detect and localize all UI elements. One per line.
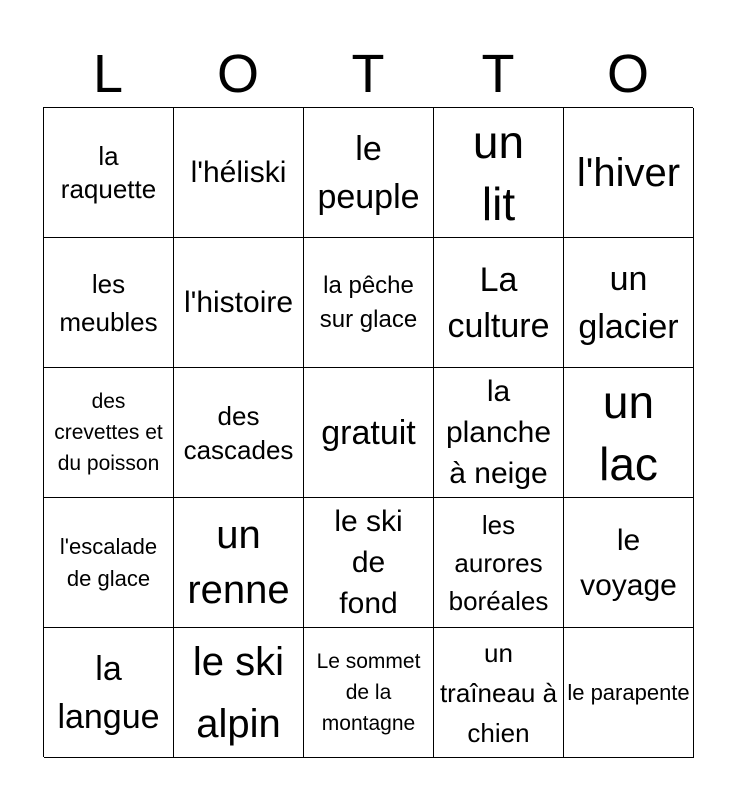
bingo-cell[interactable] [304, 238, 434, 368]
cell-text: le peuple [317, 129, 420, 216]
bingo-cell[interactable] [564, 498, 694, 628]
bingo-cell[interactable] [434, 238, 564, 368]
bingo-cell[interactable] [44, 628, 174, 758]
bingo-cell[interactable] [304, 498, 434, 628]
cell-text: la langue [57, 649, 160, 736]
cell-text: gratuit [321, 413, 416, 452]
cell-text: les aurores boréales [448, 509, 549, 616]
cell-text: le ski de fond [334, 505, 403, 620]
bingo-cell[interactable] [174, 628, 304, 758]
bingo-cell[interactable] [564, 368, 694, 498]
cell-text: des cascades [183, 400, 294, 465]
cell-text: les meubles [59, 268, 158, 337]
bingo-cell[interactable] [304, 368, 434, 498]
bingo-cell[interactable] [434, 628, 564, 758]
cell-text: des crevettes et du poisson [54, 390, 163, 475]
bingo-cell[interactable] [44, 238, 174, 368]
cell-text: l'escalade de glace [59, 533, 158, 591]
cell-text: l'héliski [190, 155, 287, 189]
bingo-cell[interactable] [174, 368, 304, 498]
bingo-cell[interactable] [44, 108, 174, 238]
lotto-title [43, 40, 693, 108]
bingo-cell[interactable] [434, 368, 564, 498]
title-letter: O [216, 44, 259, 104]
cell-text: la pêche sur glace [319, 271, 418, 333]
cell-text: un lit [472, 115, 525, 230]
bingo-cell[interactable] [174, 498, 304, 628]
bingo-cell[interactable] [434, 108, 564, 238]
bingo-cell[interactable] [564, 628, 694, 758]
bingo-cell[interactable] [174, 238, 304, 368]
cell-text: le voyage [580, 523, 677, 602]
cell-text: un renne [187, 512, 290, 612]
cell-text: la planche à neige [445, 375, 552, 490]
cell-text: l'hiver [576, 150, 681, 195]
title-letter: T [481, 44, 515, 104]
cell-text: le parapente [567, 679, 690, 705]
cell-text: le ski alpin [192, 639, 285, 746]
bingo-cell[interactable] [564, 108, 694, 238]
cell-text: Le sommet de la montagne [316, 650, 421, 735]
title-letter: L [92, 44, 124, 104]
cell-text: la raquette [60, 140, 157, 204]
bingo-grid [43, 107, 693, 757]
bingo-cell[interactable] [564, 238, 694, 368]
cell-text: La culture [447, 260, 550, 345]
title-letter: O [606, 44, 649, 104]
cell-text: un glacier [578, 259, 679, 346]
bingo-cell[interactable] [304, 628, 434, 758]
bingo-cell[interactable] [174, 108, 304, 238]
bingo-cell[interactable] [304, 108, 434, 238]
bingo-cell[interactable] [44, 368, 174, 498]
cell-text: l'histoire [183, 285, 294, 319]
cell-text: un lac [599, 375, 658, 490]
title-letter: T [351, 44, 385, 104]
bingo-cell[interactable] [434, 498, 564, 628]
cell-text: un traîneau à chien [439, 637, 558, 748]
bingo-cell[interactable] [44, 498, 174, 628]
